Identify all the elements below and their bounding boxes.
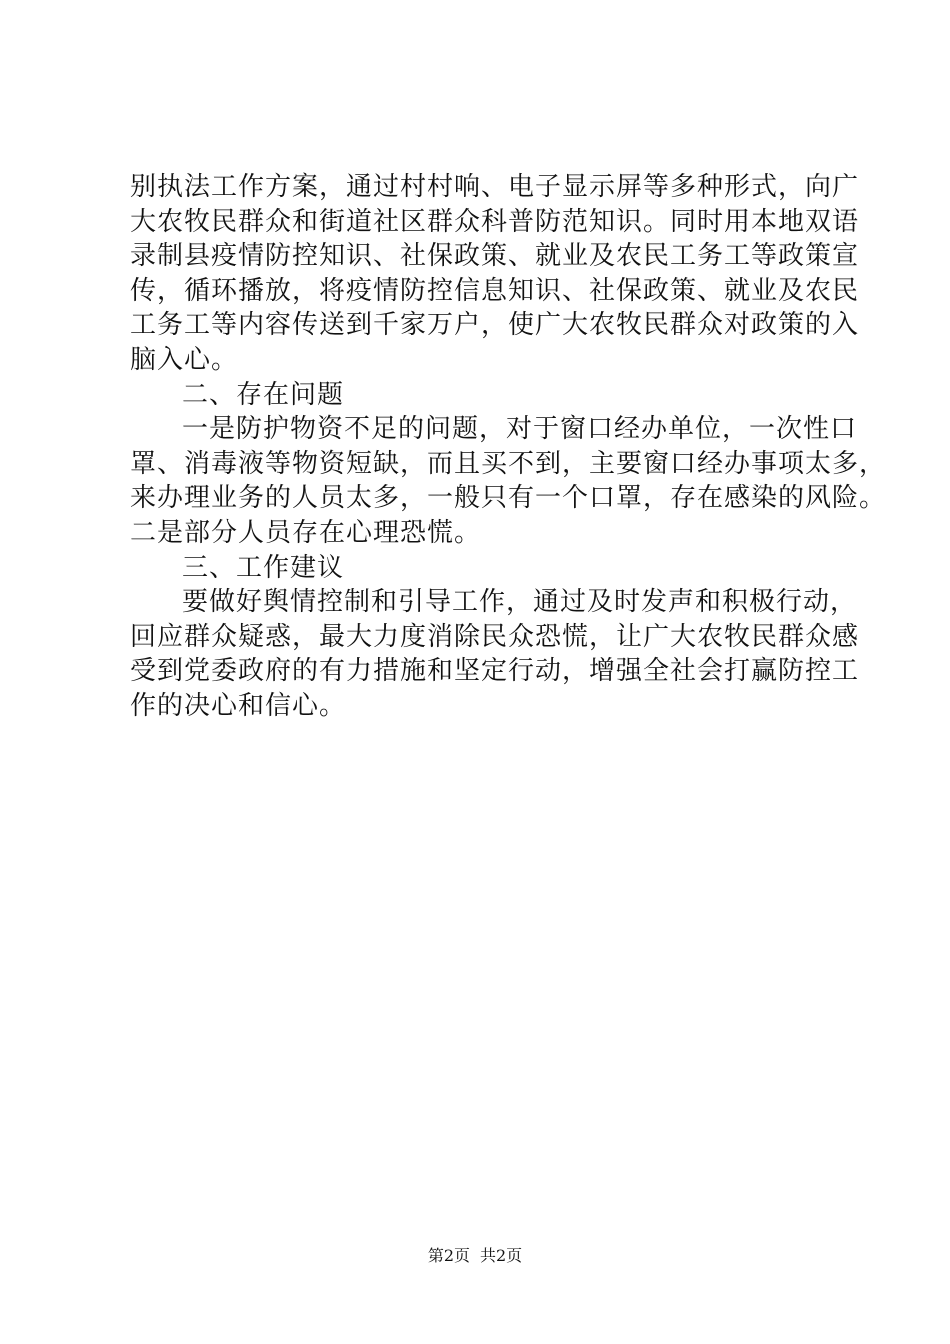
body-line: 一是防护物资不足的问题，对于窗口经办单位，一次性口 — [182, 414, 858, 445]
body-line: 脑入心。 — [130, 344, 239, 375]
section-heading-problems: 二、存在问题 — [182, 379, 345, 410]
document-body — [130, 170, 887, 724]
body-line: 回应群众疑惑，最大力度消除民众恐慌，让广大农牧民群众感 — [130, 621, 860, 652]
page-footer — [0, 1246, 950, 1266]
page-number-current: 第2页 — [427, 1246, 470, 1265]
body-line: 传，循环播放，将疫情防控信息知识、社保政策、就业及农民 — [130, 275, 860, 306]
body-line: 大农牧民群众和街道社区群众科普防范知识。同时用本地双语 — [130, 206, 860, 237]
body-line: 来办理业务的人员太多，一般只有一个口罩，存在感染的风险。 — [130, 483, 887, 514]
body-line: 受到党委政府的有力措施和坚定行动，增强全社会打赢防控工 — [130, 656, 860, 687]
body-line: 要做好舆情控制和引导工作，通过及时发声和积极行动， — [182, 587, 858, 618]
body-line: 录制县疫情防控知识、社保政策、就业及农民工务工等政策宣 — [130, 241, 860, 272]
body-line: 二是部分人员存在心理恐慌。 — [130, 517, 482, 548]
body-line: 工务工等内容传送到千家万户，使广大农牧民群众对政策的入 — [130, 310, 860, 341]
section-heading-suggestions: 三、工作建议 — [182, 552, 345, 583]
page-number-total: 共2页 — [480, 1246, 523, 1265]
body-line: 作的决心和信心。 — [130, 690, 347, 721]
body-line: 别执法工作方案，通过村村响、电子显示屏等多种形式，向广 — [130, 172, 860, 202]
body-line: 罩、消毒液等物资短缺，而且买不到，主要窗口经办事项太多， — [130, 448, 887, 479]
